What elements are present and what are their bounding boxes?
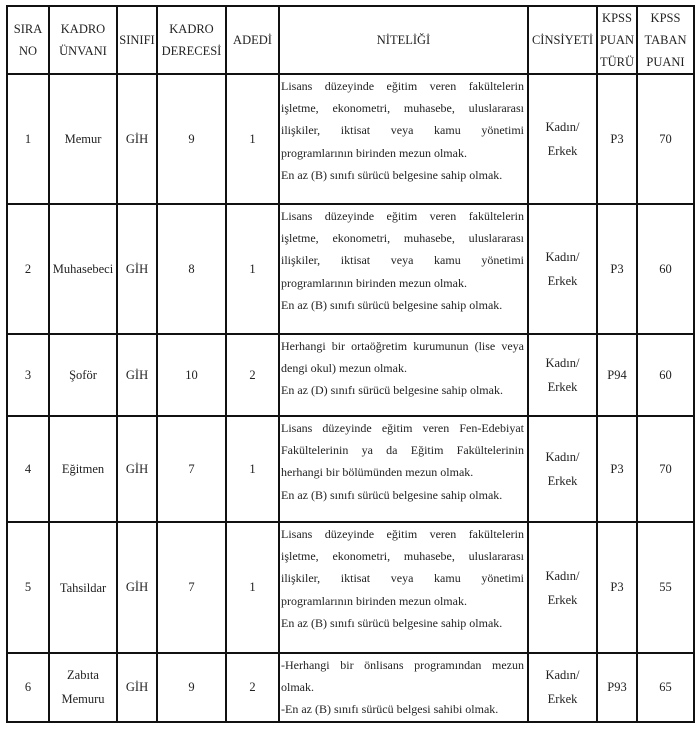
cell-sira-no: 1 [7,74,49,204]
cell-kpss-taban-puani: 60 [637,334,694,416]
header-adedi: ADEDİ [226,6,279,74]
niteligi-paragraph: Herhangi bir ortaöğretim kurumunun (lise veya dengi okul) mezun olmak. [281,339,524,376]
unvan-line: Muhasebeci [52,262,114,276]
cell-kpss-taban-puani: 55 [637,522,694,653]
cell-kadro-derecesi: 9 [157,74,226,204]
cell-kadro-derecesi: 7 [157,522,226,653]
cell-adedi: 1 [226,74,279,204]
niteligi-paragraph: -En az (B) sınıfı sürücü belgesi sahibi olmak. [281,702,499,717]
cell-kpss-taban-puani: 60 [637,204,694,334]
cell-kadro-derecesi: 7 [157,416,226,522]
table-row [7,334,694,416]
cell-sinifi: GİH [117,522,157,653]
cell-kpss-puan-turu: P93 [597,653,637,722]
table-row [7,522,694,653]
header-kpss-puan-turu: KPSS PUAN TÜRÜ [597,6,637,74]
header-sinifi: SINIFI [117,6,157,74]
niteligi-paragraph: En az (B) sınıfı sürücü belgesine sahip olmak. [281,487,503,502]
unvan-line: Memur [64,132,102,146]
cell-niteligi [279,522,528,653]
cell-niteligi [279,74,528,204]
cinsiyet-line: Erkek [547,144,578,158]
table-row [7,74,694,204]
cinsiyet-line: Kadın/ [545,120,580,134]
header-kadro-unvani: KADRO ÜNVANI [49,6,117,74]
cell-niteligi [279,204,528,334]
cell-adedi: 1 [226,204,279,334]
niteligi-paragraph: En az (D) sınıfı sürücü belgesine sahip olmak. [281,383,503,398]
cell-sinifi: GİH [117,416,157,522]
cell-adedi: 1 [226,522,279,653]
header-cinsiyeti: CİNSİYETİ [528,6,597,74]
unvan-line: Eğitmen [61,462,105,476]
header-kadro-derecesi: KADRO DERECESİ [157,6,226,74]
cell-adedi: 2 [226,653,279,722]
cell-kpss-puan-turu: P3 [597,204,637,334]
cell-cinsiyeti [528,204,597,334]
niteligi-paragraph: Lisans düzeyinde eğitim veren fakültelerin işletme, ekonometri, muhasebe, uluslararası ilişkiler, iktisat veya kamu yönetimi programlarının birinden mezun olmak. [281,209,524,290]
cell-sira-no: 3 [7,334,49,416]
niteligi-paragraph: -Herhangi bir önlisans programından mezun olmak. [281,658,524,695]
cell-kpss-taban-puani: 65 [637,653,694,722]
niteligi-paragraph: En az (B) sınıfı sürücü belgesine sahip olmak. [281,167,503,182]
header-sira-no: SIRA NO [7,6,49,74]
niteligi-paragraph: Lisans düzeyinde eğitim veren fakültelerin işletme, ekonometri, muhasebe, uluslararası ilişkiler, iktisat veya kamu yönetimi programlarının birinden mezun olmak. [281,79,524,160]
cell-kadro-unvani [49,522,117,653]
cinsiyet-line: Erkek [547,474,578,488]
table-row [7,204,694,334]
cell-cinsiyeti [528,74,597,204]
header-row [7,6,694,74]
cinsiyet-line: Kadın/ [545,450,580,464]
cell-kadro-unvani [49,416,117,522]
cell-kadro-unvani [49,653,117,722]
cell-niteligi [279,334,528,416]
cell-niteligi [279,653,528,722]
cinsiyet-line: Kadın/ [545,250,580,264]
table-row [7,653,694,722]
cinsiyet-line: Kadın/ [545,568,580,583]
cell-niteligi [279,416,528,522]
cell-sira-no: 4 [7,416,49,522]
niteligi-paragraph: Lisans düzeyinde eğitim veren Fen-Edebiyat Fakültelerinin ya da Eğitim Fakültelerinin herhangi bir bölümünden mezun olmak. [281,421,524,480]
cell-kpss-puan-turu: P3 [597,522,637,653]
cinsiyet-line: Erkek [547,592,578,607]
cinsiyet-line: Kadın/ [545,356,580,370]
cell-sinifi: GİH [117,204,157,334]
cinsiyet-line: Erkek [547,692,578,707]
table-row [7,416,694,522]
unvan-line: Şoför [69,368,97,382]
unvan-line: Tahsildar [59,580,107,595]
cell-kpss-taban-puani: 70 [637,74,694,204]
cell-adedi: 1 [226,416,279,522]
cell-sinifi: GİH [117,334,157,416]
cell-kpss-puan-turu: P94 [597,334,637,416]
cell-kadro-unvani [49,204,117,334]
kadro-table [6,5,695,723]
cell-cinsiyeti [528,334,597,416]
niteligi-paragraph: En az (B) sınıfı sürücü belgesine sahip olmak. [281,297,503,312]
cell-sinifi: GİH [117,653,157,722]
cell-kpss-taban-puani: 70 [637,416,694,522]
cell-kadro-unvani [49,74,117,204]
cell-adedi: 2 [226,334,279,416]
cinsiyet-line: Erkek [547,380,578,394]
header-niteligi: NİTELİĞİ [279,6,528,74]
header-kpss-taban-puani: KPSS TABAN PUANI [637,6,694,74]
cell-sira-no: 5 [7,522,49,653]
cell-cinsiyeti [528,653,597,722]
unvan-line: Memuru [61,692,105,707]
cell-cinsiyeti [528,416,597,522]
niteligi-paragraph: Lisans düzeyinde eğitim veren fakültelerin işletme, ekonometri, muhasebe, uluslararası ilişkiler, iktisat veya kamu yönetimi programlarının birinden mezun olmak. [281,527,524,608]
cell-kpss-puan-turu: P3 [597,416,637,522]
cinsiyet-line: Kadın/ [545,668,580,683]
niteligi-paragraph: En az (B) sınıfı sürücü belgesine sahip olmak. [281,615,503,630]
cell-kadro-derecesi: 8 [157,204,226,334]
cell-kadro-derecesi: 9 [157,653,226,722]
cell-kadro-unvani [49,334,117,416]
cell-cinsiyeti [528,522,597,653]
cinsiyet-line: Erkek [547,274,578,288]
cell-kpss-puan-turu: P3 [597,74,637,204]
cell-sinifi: GİH [117,74,157,204]
cell-sira-no: 6 [7,653,49,722]
cell-kadro-derecesi: 10 [157,334,226,416]
cell-sira-no: 2 [7,204,49,334]
unvan-line: Zabıta [67,668,99,683]
